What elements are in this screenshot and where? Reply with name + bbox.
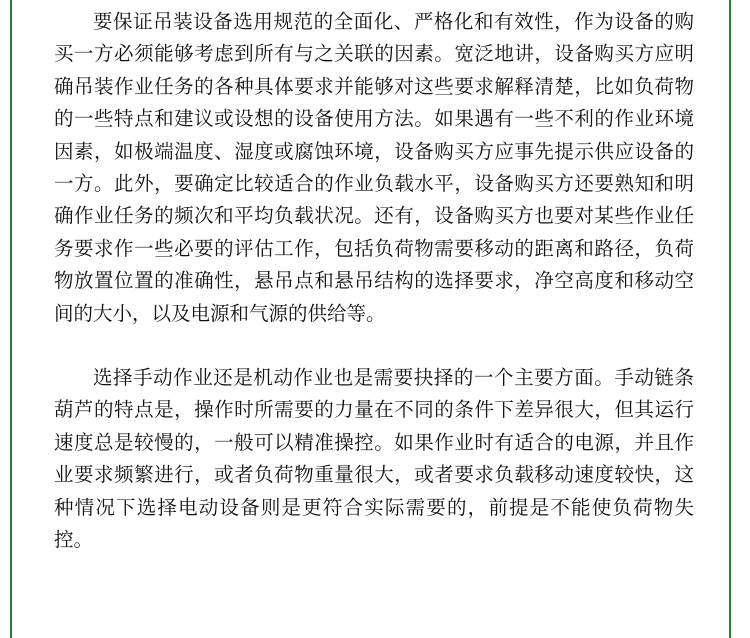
article-body xyxy=(54,6,694,557)
paragraph-2: 选择手动作业还是机动作业也是需要抉择的一个主要方面。手动链条葫芦的特点是，操作时所需要的力量在不同的条件下差异很大，但其运行速度总是较慢的，一般可以精准操控。如果作业时有适合的电源，并且作业要求频繁进行，或者负荷物重量很大，或者要求负载移动速度较快，这种情况下选择电动设备则是更符合实际需要的，前提是不能使负荷物失控。 xyxy=(54,366,694,552)
paragraph-1: 要保证吊装设备选用规范的全面化、严格化和有效性，作为设备的购买一方必须能够考虑到所有与之关联的因素。宽泛地讲，设备购买方应明确吊装作业任务的各种具体要求并能够对这些要求解释清楚，比如负荷物的一些特点和建议或设想的设备使用方法。如果遇有一些不利的作业环境因素，如极端温度、湿度或腐蚀环境，设备购买方应事先提示供应设备的一方。此外，要确定比较适合的作业负载水平，设备购买方还要熟知和明确作业任务的频次和平均负载状况。还有，设备购买方也要对某些作业任务要求作一些必要的评估工作，包括负荷物需要移动的距离和路径，负荷物放置位置的准确性，悬吊点和悬吊结构的选择要求，净空高度和移动空间的大小，以及电源和气源的供给等。 xyxy=(54,10,694,325)
